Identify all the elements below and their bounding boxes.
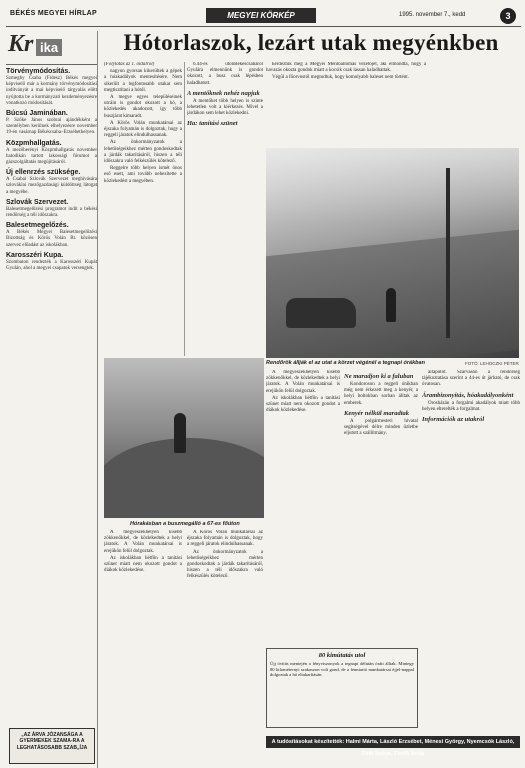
paragraph: Orosházán a forgalmi akadályok miatt több helyen elterelték a forgalmat. xyxy=(422,400,520,412)
campaign-box: „AZ ÁRVA JÓZANSÁGA A GYERMEKEK SZAMA-RA A LEGHATÁSOSABB SZAB„ÍJA xyxy=(9,728,95,764)
paragraph: Az önkormányzatok a lehetőségeikhez mérten gondoskodtak a járdák takarításáról, hiszen a téli időszakra való felkészülés kötelező. xyxy=(187,549,263,580)
article-column-2 xyxy=(187,62,263,356)
masthead xyxy=(6,5,521,27)
paragraph: A mentőket több helyen is szinte lehetetlen volt a kiérkezés. Mivel a járdákon sem lehet közlekedni. xyxy=(187,98,263,117)
paragraph: A Körös Volán munkatársai az éjszaka folyamán is dolgoztak, hogy a reggeli járatok elindulhassanak. xyxy=(187,530,263,548)
continuation-note: (Folytatás az 1. oldalról) xyxy=(104,62,155,67)
section-title: MEGYEI KÖRKÉP xyxy=(206,8,316,23)
kronika-item-text: Szmeghy Csaba (Fidesz) Békés megyei képviselő már a kormány törvénymódosítási indítványát a mai képviselő tárgyalás előtt nyújtotta be a kormányzati kezdeményezésre vonatkozó módosítását. xyxy=(6,76,97,106)
kronika-item-text: Balesetmegelőzési programot indít a békési rendőrség a téli időszakra. xyxy=(6,206,97,219)
kronika-item-title: Szlovák Szervezet. xyxy=(6,198,69,206)
photo-person xyxy=(386,288,396,322)
article-column-6 xyxy=(266,370,340,646)
kronika-item xyxy=(6,222,97,249)
kronika-item-text: A mezőberényi Közpmhallgatás november hatodikán tartott lakossági fórumot a gázszolgáltatás megújításáról. xyxy=(6,147,97,166)
photo-car xyxy=(286,298,356,328)
article-column-5 xyxy=(187,530,263,766)
paragraph: állapotot. Szarvason a rendőrség tájékoztatása szerint a 44-es út járható, de csak óvatosan. xyxy=(422,370,520,388)
paragraph: A megye egyes településeinek utcáin is gondot okozott a hó, a közlekedés akadozott, így több buszjárat kimaradt. xyxy=(104,95,182,119)
kronika-item xyxy=(6,252,97,272)
kronika-item xyxy=(6,68,97,107)
dateline: 1995. november 7., kedd xyxy=(399,12,466,18)
kronika-item-title: Törvénymódosítás. xyxy=(6,68,71,75)
kronika-item-title: Új ellenrzés szüksége. xyxy=(6,169,81,177)
subheading: Kenyér nélkül maradtak xyxy=(344,409,410,417)
paragraph: A megyeszékhelyen kisebb zökkenőkkel, de közlekedtek a helyi járatok. A Volán munkatársai is erejükön felül dolgoztak. xyxy=(266,370,340,394)
kronika-item-title: Közpmhallgatás. xyxy=(6,139,62,147)
headline: Hótorlaszok, lezárt utak megyénkben xyxy=(123,30,499,55)
kronika-item-title: Karosszéri Kupa. xyxy=(6,251,64,259)
page-number: 3 xyxy=(500,8,516,24)
article-column-4 xyxy=(104,530,182,766)
photo-caption: Rendőrök állják el az utat a körzet végénél a tegnapi órákban xyxy=(266,360,425,366)
paragraph: Az önkormányzatok a lehetőségeikhez mérten gondoskodtak a járdák takarításáról, hiszen a téli időszakra való felkészülés kötelező. xyxy=(104,140,182,165)
kronika-logo xyxy=(6,31,97,65)
paragraph: nagyon gyorsan kikerültek a gépek a hóakadályok mentesítésére. Nem sikerült a legfontosabb utakat sem megtisztítani a hótól. xyxy=(104,69,182,93)
photo-credit: FOTÓ: LEHOCZKI PÉTER xyxy=(465,361,519,366)
kronika-item-text: P. Szőke János szobrai ajándékként a szentélyben kerülnek elhelyezésre november 19-én vasárnap Békéscsaba–Erzsébethelyen. xyxy=(6,118,97,136)
article-column-3 xyxy=(266,62,426,146)
article-column-7 xyxy=(344,370,418,646)
column-rule xyxy=(184,62,185,356)
article-column-1 xyxy=(104,62,182,356)
paragraph: 6.44-es útonBékéscsabáról Gyulára elmennünk is gondot okozott, a busz csak lépésben haladhatott. xyxy=(187,62,263,86)
subheading: Ne maradjon ki a faluban xyxy=(344,373,414,380)
subheading: A mentőknek nehéz napjuk xyxy=(187,89,260,97)
paragraph: Az iskolákban hétfőn a tanítási szünet miatt nem okozott gondot a diákok közlekedése. xyxy=(104,555,182,574)
photo-bus-stop xyxy=(104,358,264,518)
notice-text: Üjj óvítás mentején a fényviszonyok a tegnapi délután óráit álltak. Mintegy 80 kilométernyi szakaszon volt gond, de a fenntartó munkatársai éjjel-nappal dolgoztak a hó eltakarításán. xyxy=(270,661,414,678)
kronika-item-text: A Békés Megyei Balesetmegelőzési Bizottság és Körös Volán Rt. közösen szervez előadást az iskolákban. xyxy=(6,230,97,248)
reporter-credits: A tudósításokat készítették: Halmi Márta, László Erzsébet, Ménesi György, Nyemcsók László, Tóth Ibolya, Török Anita xyxy=(266,736,520,748)
photo-police-roadblock xyxy=(266,148,519,358)
kronika-item-text: A Csabai Szlovák Szervezet meghívására szlovákiai mezőgazdasági küldöttség látogat a megyébe. xyxy=(6,177,97,195)
photo-figure xyxy=(174,413,186,453)
subheading: Információk az utakról xyxy=(422,416,485,424)
photo-caption: Hórakásban a buszmegálló a 67-es főúton xyxy=(130,521,240,527)
kronika-item xyxy=(6,169,97,196)
paragraph: A polgármesteri hivatal segítségével délre minden üzletbe eljutott a szállítmány. xyxy=(344,418,418,437)
paragraph: Az iskolákban hétfőn a tanítási szünet miatt nem okozott gondot a diákok közlekedése. xyxy=(266,395,340,414)
paragraph: kérdeztük meg a Megyei Mentőállomás vezetőjét, aki elmondta, hogy a havazás okozta gondok miatt a kocsik csak lassan haladhattak. xyxy=(266,62,426,74)
paragraph: A Körös Volán munkatársai az éjszaka folyamán is dolgoztak, hogy a reggeli járatok elindulhassanak. xyxy=(104,120,182,139)
notice-title: 80 kimútatás utol xyxy=(318,652,366,659)
kronika-column xyxy=(6,31,98,768)
kronika-item-title: Búcsú Jaminában. xyxy=(6,110,68,118)
kronika-logo-left: Kr xyxy=(8,31,34,57)
kronika-item xyxy=(6,140,97,167)
photo-pole xyxy=(446,168,450,338)
paragraph: A megyeszékhelyen kisebb zökkenőkkel, de közlekedtek a helyi járatok. A Volán munkatársai is erejükön felül dolgoztak. xyxy=(104,530,182,554)
kronika-logo-right: ika xyxy=(36,39,62,56)
paragraph: Reggelre több helyen ismét ónos eső esett, ami tovább nehezítette a közlekedést a megyében. xyxy=(104,166,182,184)
paper-name: BÉKÉS MEGYEI HÍRLAP xyxy=(10,10,97,17)
paragraph: Végül a főorvostól megtudtuk, hogy komolyabb baleset nem történt. xyxy=(272,75,409,81)
subheading: Árambizonyítás, hóakadályonként xyxy=(422,391,514,399)
notice-box xyxy=(266,648,418,728)
kronika-item xyxy=(6,199,97,219)
kronika-item-text: Szombaton rendezték a Karosszéri Kupát Gyulán, ahol a megyei csapatok versengtek. xyxy=(6,259,97,272)
subheading: Ha: tanítási szünet xyxy=(187,120,238,128)
paragraph: Kondoroson a reggeli órákban még nem érkezett meg a kenyér, a helyi boltokban sorban álltak az emberek. xyxy=(344,382,418,406)
kronika-item-title: Balesetmegelőzés. xyxy=(6,222,69,230)
article-column-8 xyxy=(422,370,520,684)
kronika-item xyxy=(6,110,97,137)
